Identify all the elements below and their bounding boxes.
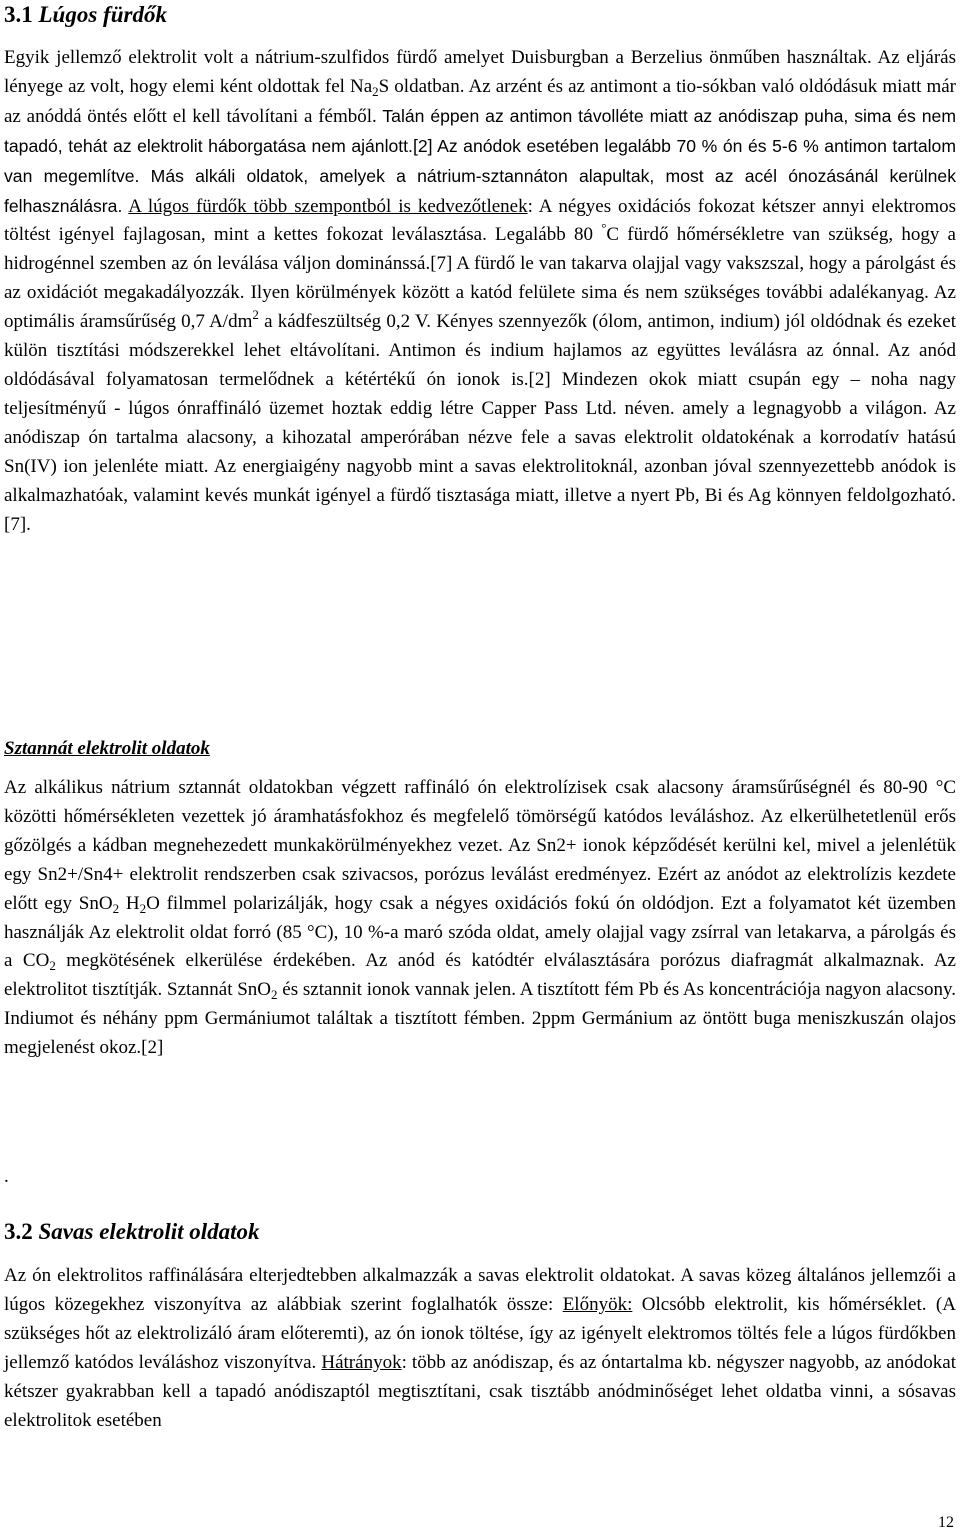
stray-period: . (4, 1166, 9, 1187)
text-run: Az ón elektrolitos raffinálására elterjedtebben alkalmazzák a savas elektrolit oldatokat. A savas közeg általános jellemzői a lúgos közegekhez viszonyítva az alábbiak szerint foglalhatók össze: (4, 1265, 956, 1315)
heading-number: 3.1 (4, 2, 39, 27)
underlined-phrase: A lúgos fürdők több szempontból is kedvezőtlenek (128, 195, 528, 217)
section-heading-3-1 (4, 1, 167, 29)
text-run: H (119, 892, 140, 914)
underlined-phrase: Hátrányok (321, 1351, 402, 1373)
page-number: 12 (938, 1514, 954, 1531)
text-run: : több az anódiszap, és az óntartalma kb. négyszer nagyobb, az anódokat kétszer gyakrabban kell a tapadó anódiszaptól megtisztítani, csak tisztább anódminőséget lehet oldatba vinni, a sósavas elektrolitok esetében (4, 1351, 956, 1431)
text-run: a kádfeszültség 0,2 V. Kényes szennyezők (ólom, antimon, indium) jól oldódnak és ezeket külön tisztítási módszerekkel lehet eltávolítani. Antimon és indium hajlamos az együttes leválásra az ónnal. Az anód oldódásával folyamatosan termelődnek a kétértékű ón ionok is.[2] Mindezen okok miatt csupán egy – noha nagy teljesítményű - lúgos ónraffináló üzemet hoztak eddig létre Capper Pass Ltd. néven. amely a legnagyobb a világon. Az anódiszap ón tartalma alacsony, a kihozatal amperórában nézve fele a savas elektrolit oldatokénak a korrodatív hatású Sn(IV) ion jelenléte miatt. Az energiaigény nagyobb mint a savas elektrolitoknál, azonban jóval szennyezettebb anódok is alkalmazhatóak, valamint kevés munkát igényel a fürdő tisztasága miatt, illetve a nyert Pb, Bi és Ag könnyen feldolgozható. [7]. (4, 311, 956, 535)
underlined-phrase: Előnyök: (562, 1293, 633, 1315)
subscript: 2 (139, 900, 147, 916)
paragraph-sztannat (4, 774, 956, 1063)
text-run: Egyik jellemző elektrolit volt a nátrium-szulfidos fürdő amelyet Duisburgban a Berzelius önműben használtak. Az eljárás lényege az volt, hogy elemi ként oldottak fel Na (4, 47, 956, 97)
paragraph-savas (4, 1262, 956, 1435)
text-run: Az alkálikus nátrium sztannát oldatokban végzett raffináló ón elektrolízisek csak alacsony áramsűrűségnél és 80-90 °C közötti hőmérsékleten vezettek jó áramhatásfokhoz és megfelelő tömörségű katódos leváláshoz. Az elkerülhetetlenül erős gőzölgés a kádban megnehezedett munkakörülményekhez vezet. Az Sn2+ ionok képződését kerülni kel, mivel a jelenlétük egy Sn2+/Sn4+ elektrolit rendszerben csak szivacsos, porózus leválást eredményez. Ezért az anódot az elektrolízis kezdete előtt egy SnO (4, 777, 956, 914)
text-run: Talán éppen az antimon távolléte miatt az anódiszap puha, sima és nem tapadó, tehát az elektrolit háborgatása nem ajánlott.[2] Az anódok esetében legalább 70 % ón és 5-6 % antimon tartalom van megemlítve. Más alkáli oldatok, amelyek a nátrium-sztannáton alapultak, most az acél ónozásánál kerülnek felhasználásra. (4, 105, 956, 216)
text-run: Olcsóbb elektrolit, kis hőmérséklet. (A szükséges hőt az elektrolizáló áram előteremti), az ón ionok töltése, így az igényelt elektromos töltés fele a lúgos fürdőkben jellemző katódos leváláshoz viszonyítva. (4, 1293, 956, 1373)
subscript: 2 (112, 900, 120, 916)
text-run: O filmmel polarizálják, hogy csak a négyes oxidációs fokú ón oldódjon. Ezt a folyamatot két üzemben használják Az elektrolit oldat forró (85 °C), 10 %-a maró szóda oldat, amely olajjal vagy zsírral van letakarva, a párolgás és a CO (4, 892, 956, 972)
text-run: C fürdő hőmérsékletre van szükség, hogy a hidrogénnel szemben az ón leválása váljon dominánssá.[7] A fürdő le van takarva olajjal vagy vakszszal, hogy a párolgást és az oxidációt megakadályozzák. Ilyen körülmények között a katód felülete sima és nem szükséges további adalékanyag. Az optimális áramsűrűség 0,7 A/dm (4, 224, 956, 333)
heading-title: Lúgos fürdők (38, 2, 167, 27)
text-run: és sztannit ionok vannak jelen. A tisztított fém Pb és As koncentrációja nagyon alacsony. Indiumot és néhány ppm Germániumot találtak a tisztított fémben. 2ppm Germánium az öntött buga meniszkuszán olajos megjelenést okoz.[2] (4, 979, 956, 1059)
subscript: 2 (49, 958, 56, 974)
text-run: : A négyes oxidációs fokozat kétszer annyi elektromos töltést igényel fajlagosan, mint a kettes fokozat leválasztása. Legalább 80 (4, 195, 956, 246)
subscript: 2 (271, 987, 278, 1003)
heading-title: Savas elektrolit oldatok (38, 1219, 260, 1244)
subscript: 2 (372, 83, 379, 99)
degree-sign: ° (601, 220, 607, 236)
text-run: megkötésének elkerülése érdekében. Az anód és katódtér elválasztására porózus diafragmát alkalmaznak. Az elektrolitot tisztítják. Sztannát SnO (4, 950, 956, 1001)
subsection-heading-sztannat: Sztannát elektrolit oldatok (4, 738, 210, 759)
superscript: 2 (252, 307, 259, 323)
heading-number: 3.2 (4, 1219, 39, 1244)
section-heading-3-2 (4, 1218, 260, 1246)
text-run: S oldatban. Az arzént és az antimont a tio-sókban való oldódásuk miatt már az anóddá öntés előtt el kell távolítani a fémből. (4, 75, 956, 127)
paragraph-lugos-furdok (4, 44, 956, 539)
